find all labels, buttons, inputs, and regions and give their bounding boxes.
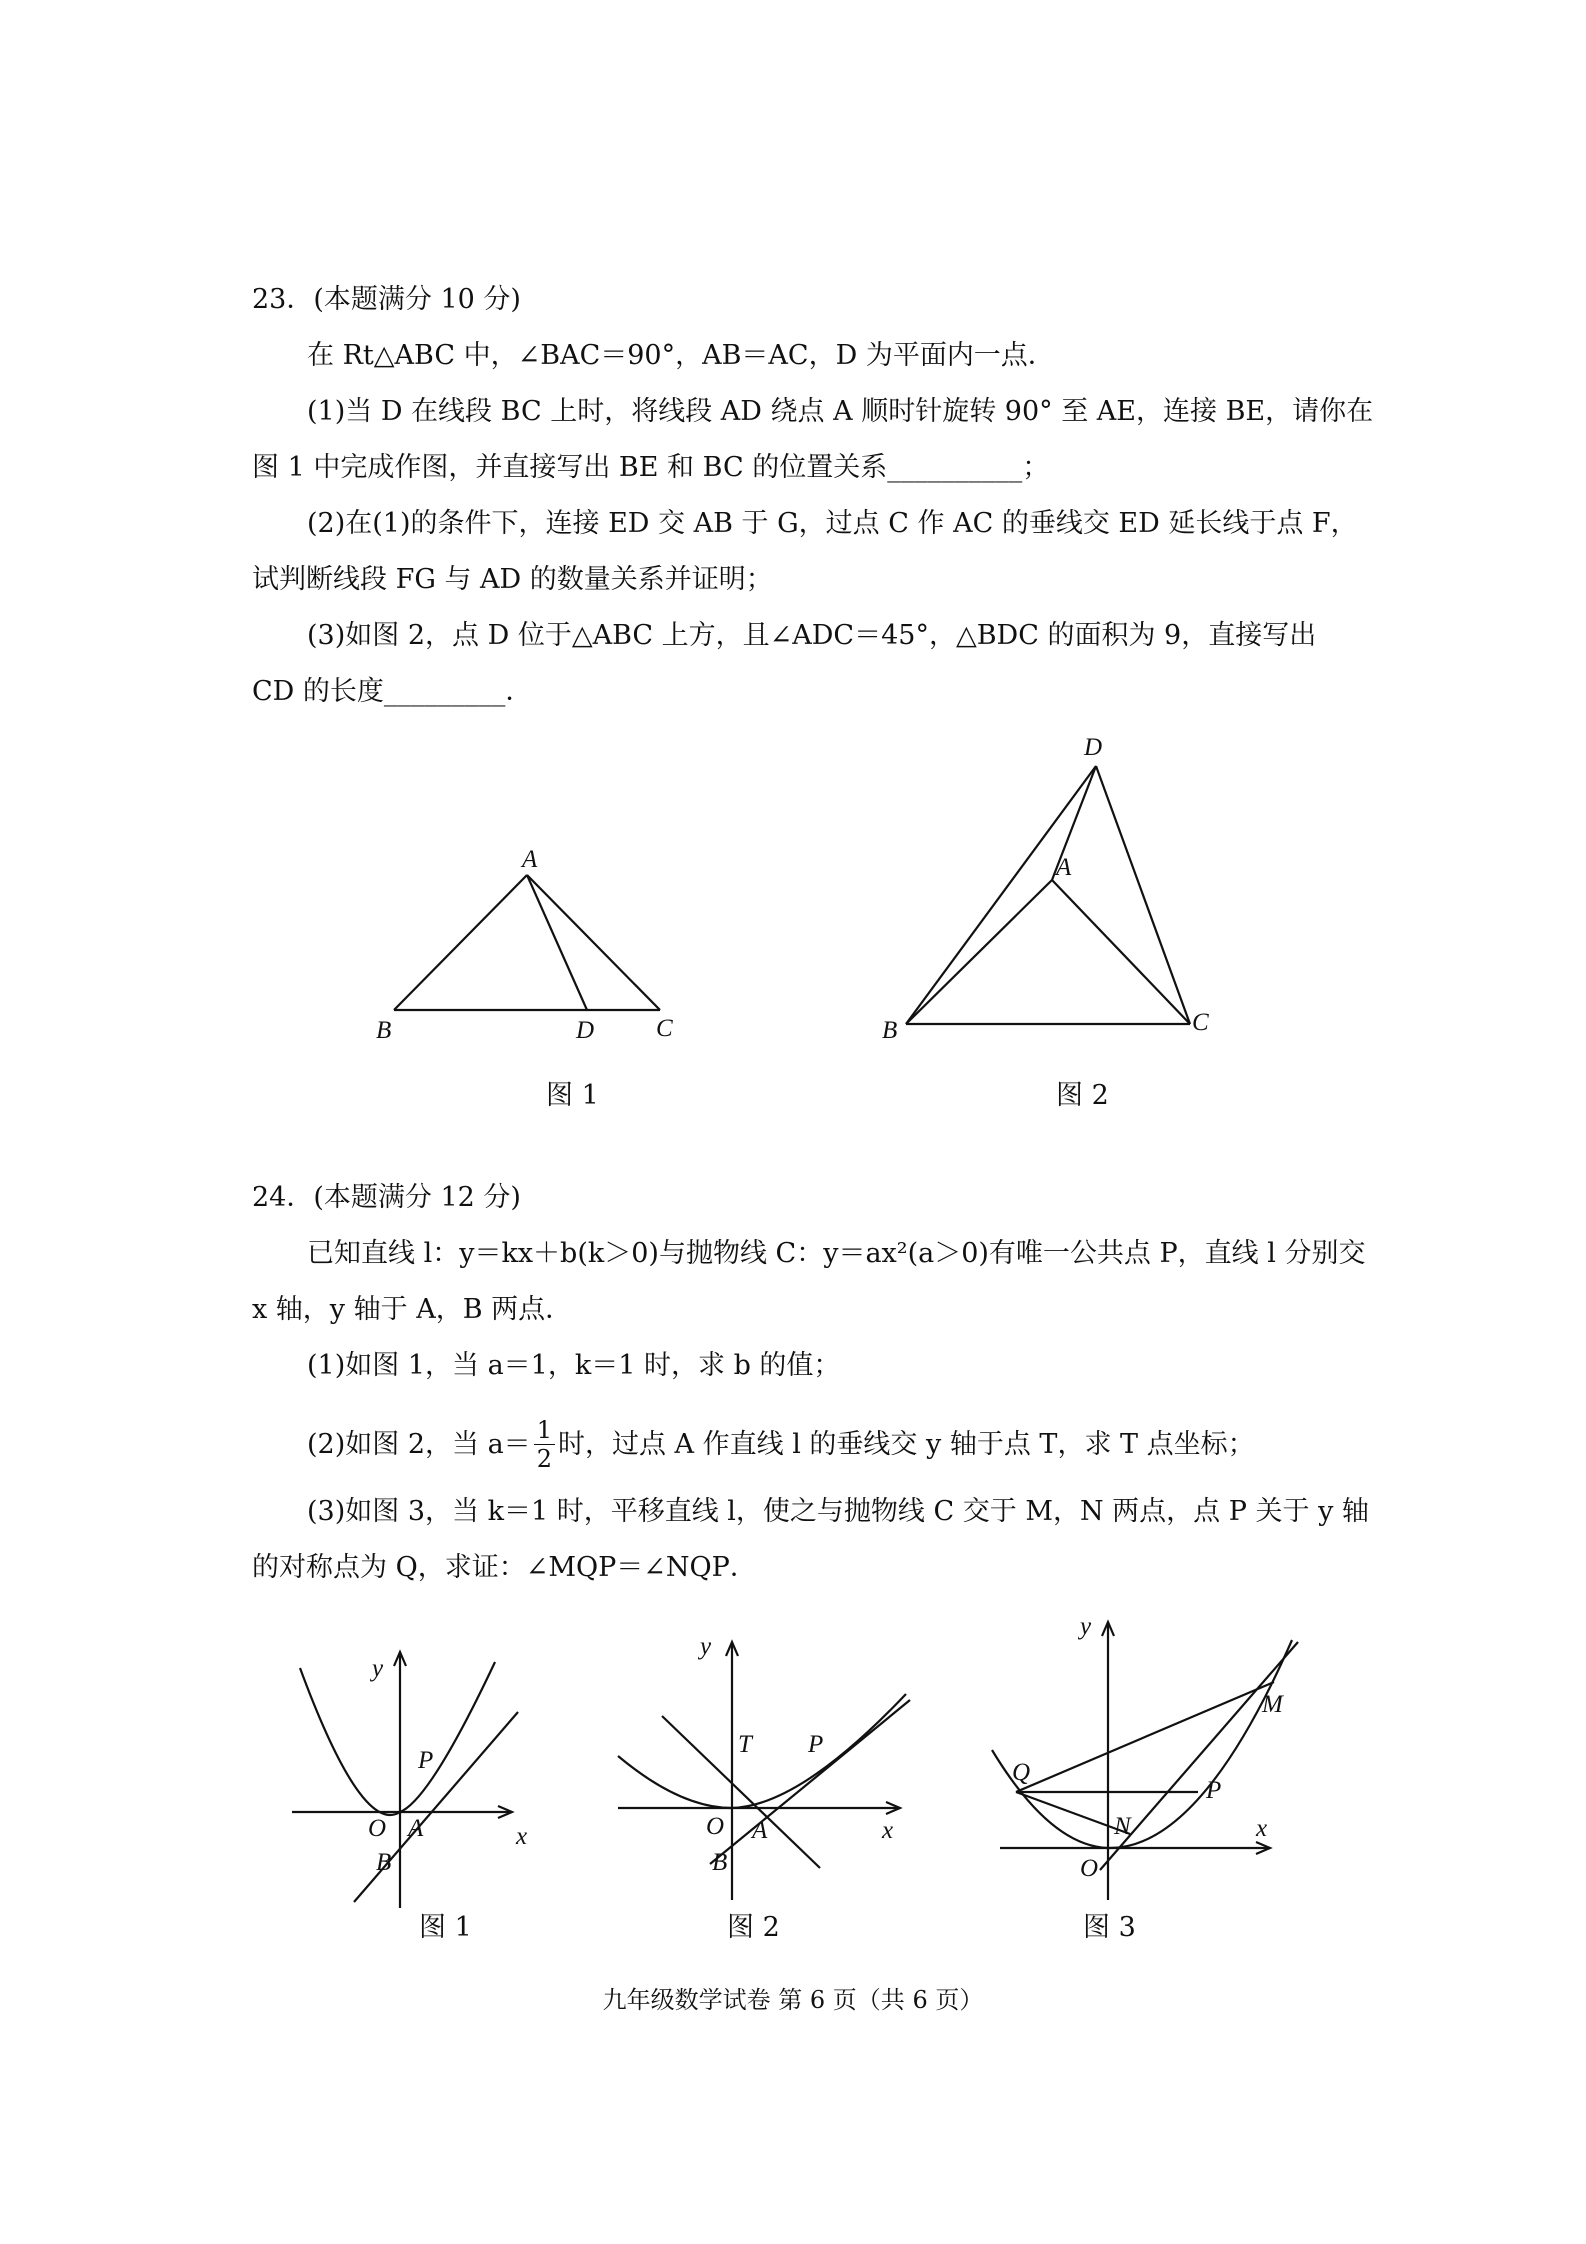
q24-figure-2	[610, 1630, 910, 1910]
label-p: P	[418, 1747, 434, 1774]
label-o: O	[1080, 1855, 1099, 1882]
q23-header: 23．(本题满分 10 分)	[252, 284, 521, 315]
fraction	[534, 1416, 555, 1473]
parabola	[300, 1662, 495, 1815]
label-y: y	[700, 1633, 712, 1660]
label-x: x	[516, 1823, 528, 1850]
q23-part3-line1: (3)如图 2，点 D 位于△ABC 上方，且∠ADC＝45°，△BDC 的面积为 9，直接写出	[307, 620, 1317, 651]
q24-part2	[307, 1416, 1255, 1473]
fraction-numerator: 1	[534, 1416, 555, 1445]
q24-part2-suffix: 时，过点 A 作直线 l 的垂线交 y 轴于点 T，求 T 点坐标；	[557, 1428, 1255, 1460]
label-y: y	[372, 1655, 384, 1682]
q24-header: 24．(本题满分 12 分)	[252, 1182, 521, 1213]
parabola	[992, 1640, 1292, 1848]
q24-fig1-caption: 图 1	[419, 1912, 472, 1943]
label-a: A	[1056, 854, 1072, 881]
label-d: D	[576, 1017, 595, 1044]
parabola	[618, 1694, 906, 1808]
q24-part2-prefix: (2)如图 2，当 a＝	[307, 1428, 531, 1460]
q24-intro-line2: x 轴，y 轴于 A，B 两点．	[252, 1294, 573, 1325]
segment-ac	[527, 875, 660, 1010]
label-c: C	[1192, 1009, 1209, 1036]
label-a: A	[522, 846, 538, 873]
label-x: x	[1256, 1815, 1268, 1842]
q24-figure-3	[980, 1610, 1310, 1910]
segment-qn	[1016, 1792, 1130, 1834]
fraction-denominator: 2	[536, 1445, 552, 1473]
q23-part1-line1: (1)当 D 在线段 BC 上时，将线段 AD 绕点 A 顺时针旋转 90° 至 AE，连接 BE，请你在	[307, 396, 1374, 427]
label-o: O	[706, 1813, 725, 1840]
label-c: C	[656, 1015, 673, 1042]
label-x: x	[882, 1817, 894, 1844]
q23-part1-line2: 图 1 中完成作图，并直接写出 BE 和 BC 的位置关系__________；	[252, 452, 1050, 483]
label-o: O	[368, 1815, 387, 1842]
segment-dc	[1096, 766, 1190, 1024]
label-b: B	[376, 1017, 392, 1044]
q24-part3-line2: 的对称点为 Q，求证：∠MQP＝∠NQP．	[252, 1552, 757, 1583]
q24-part3-line1: (3)如图 3，当 k＝1 时，平移直线 l，使之与抛物线 C 交于 M，N 两点，点 P 关于 y 轴	[307, 1496, 1369, 1527]
label-p: P	[808, 1731, 824, 1758]
label-m: M	[1262, 1691, 1283, 1718]
label-n: N	[1114, 1813, 1131, 1840]
segment-ad	[527, 875, 587, 1010]
q23-part3-line2: CD 的长度_________．	[252, 676, 533, 707]
label-d: D	[1084, 734, 1103, 761]
segment-ab	[906, 880, 1052, 1024]
q23-part2-line2: 试判断线段 FG 与 AD 的数量关系并证明；	[252, 564, 773, 595]
label-a: A	[752, 1817, 768, 1844]
q23-figure-1	[360, 840, 680, 1044]
label-b: B	[376, 1849, 392, 1876]
label-y: y	[1080, 1613, 1092, 1640]
label-b: B	[882, 1017, 898, 1044]
label-b: B	[712, 1849, 728, 1876]
segment-ab	[394, 875, 527, 1010]
q24-fig2-caption: 图 2	[727, 1912, 780, 1943]
q23-figure-2	[870, 728, 1230, 1048]
q23-intro: 在 Rt△ABC 中，∠BAC＝90°，AB＝AC，D 为平面内一点．	[307, 340, 1055, 371]
q24-figure-1	[290, 1640, 550, 1910]
q23-fig1-caption: 图 1	[546, 1080, 599, 1111]
q23-fig2-caption: 图 2	[1056, 1080, 1109, 1111]
label-q: Q	[1012, 1759, 1031, 1786]
label-t: T	[738, 1731, 752, 1758]
segment-ac	[1052, 880, 1190, 1024]
label-a: A	[408, 1815, 424, 1842]
q23-part2-line1: (2)在(1)的条件下，连接 ED 交 AB 于 G，过点 C 作 AC 的垂线交 ED 延长线于点 F，	[307, 508, 1358, 539]
segment-qm	[1016, 1682, 1274, 1792]
q24-fig3-caption: 图 3	[1083, 1912, 1136, 1943]
label-p: P	[1206, 1777, 1222, 1804]
q24-intro-line1: 已知直线 l：y＝kx＋b(k＞0)与抛物线 C：y＝ax²(a＞0)有唯一公共点 P，直线 l 分别交	[307, 1238, 1366, 1269]
q24-part1: (1)如图 1，当 a＝1，k＝1 时，求 b 的值；	[307, 1350, 841, 1381]
page-footer: 九年级数学试卷 第 6 页（共 6 页）	[602, 1986, 984, 2014]
line-l	[710, 1700, 910, 1864]
